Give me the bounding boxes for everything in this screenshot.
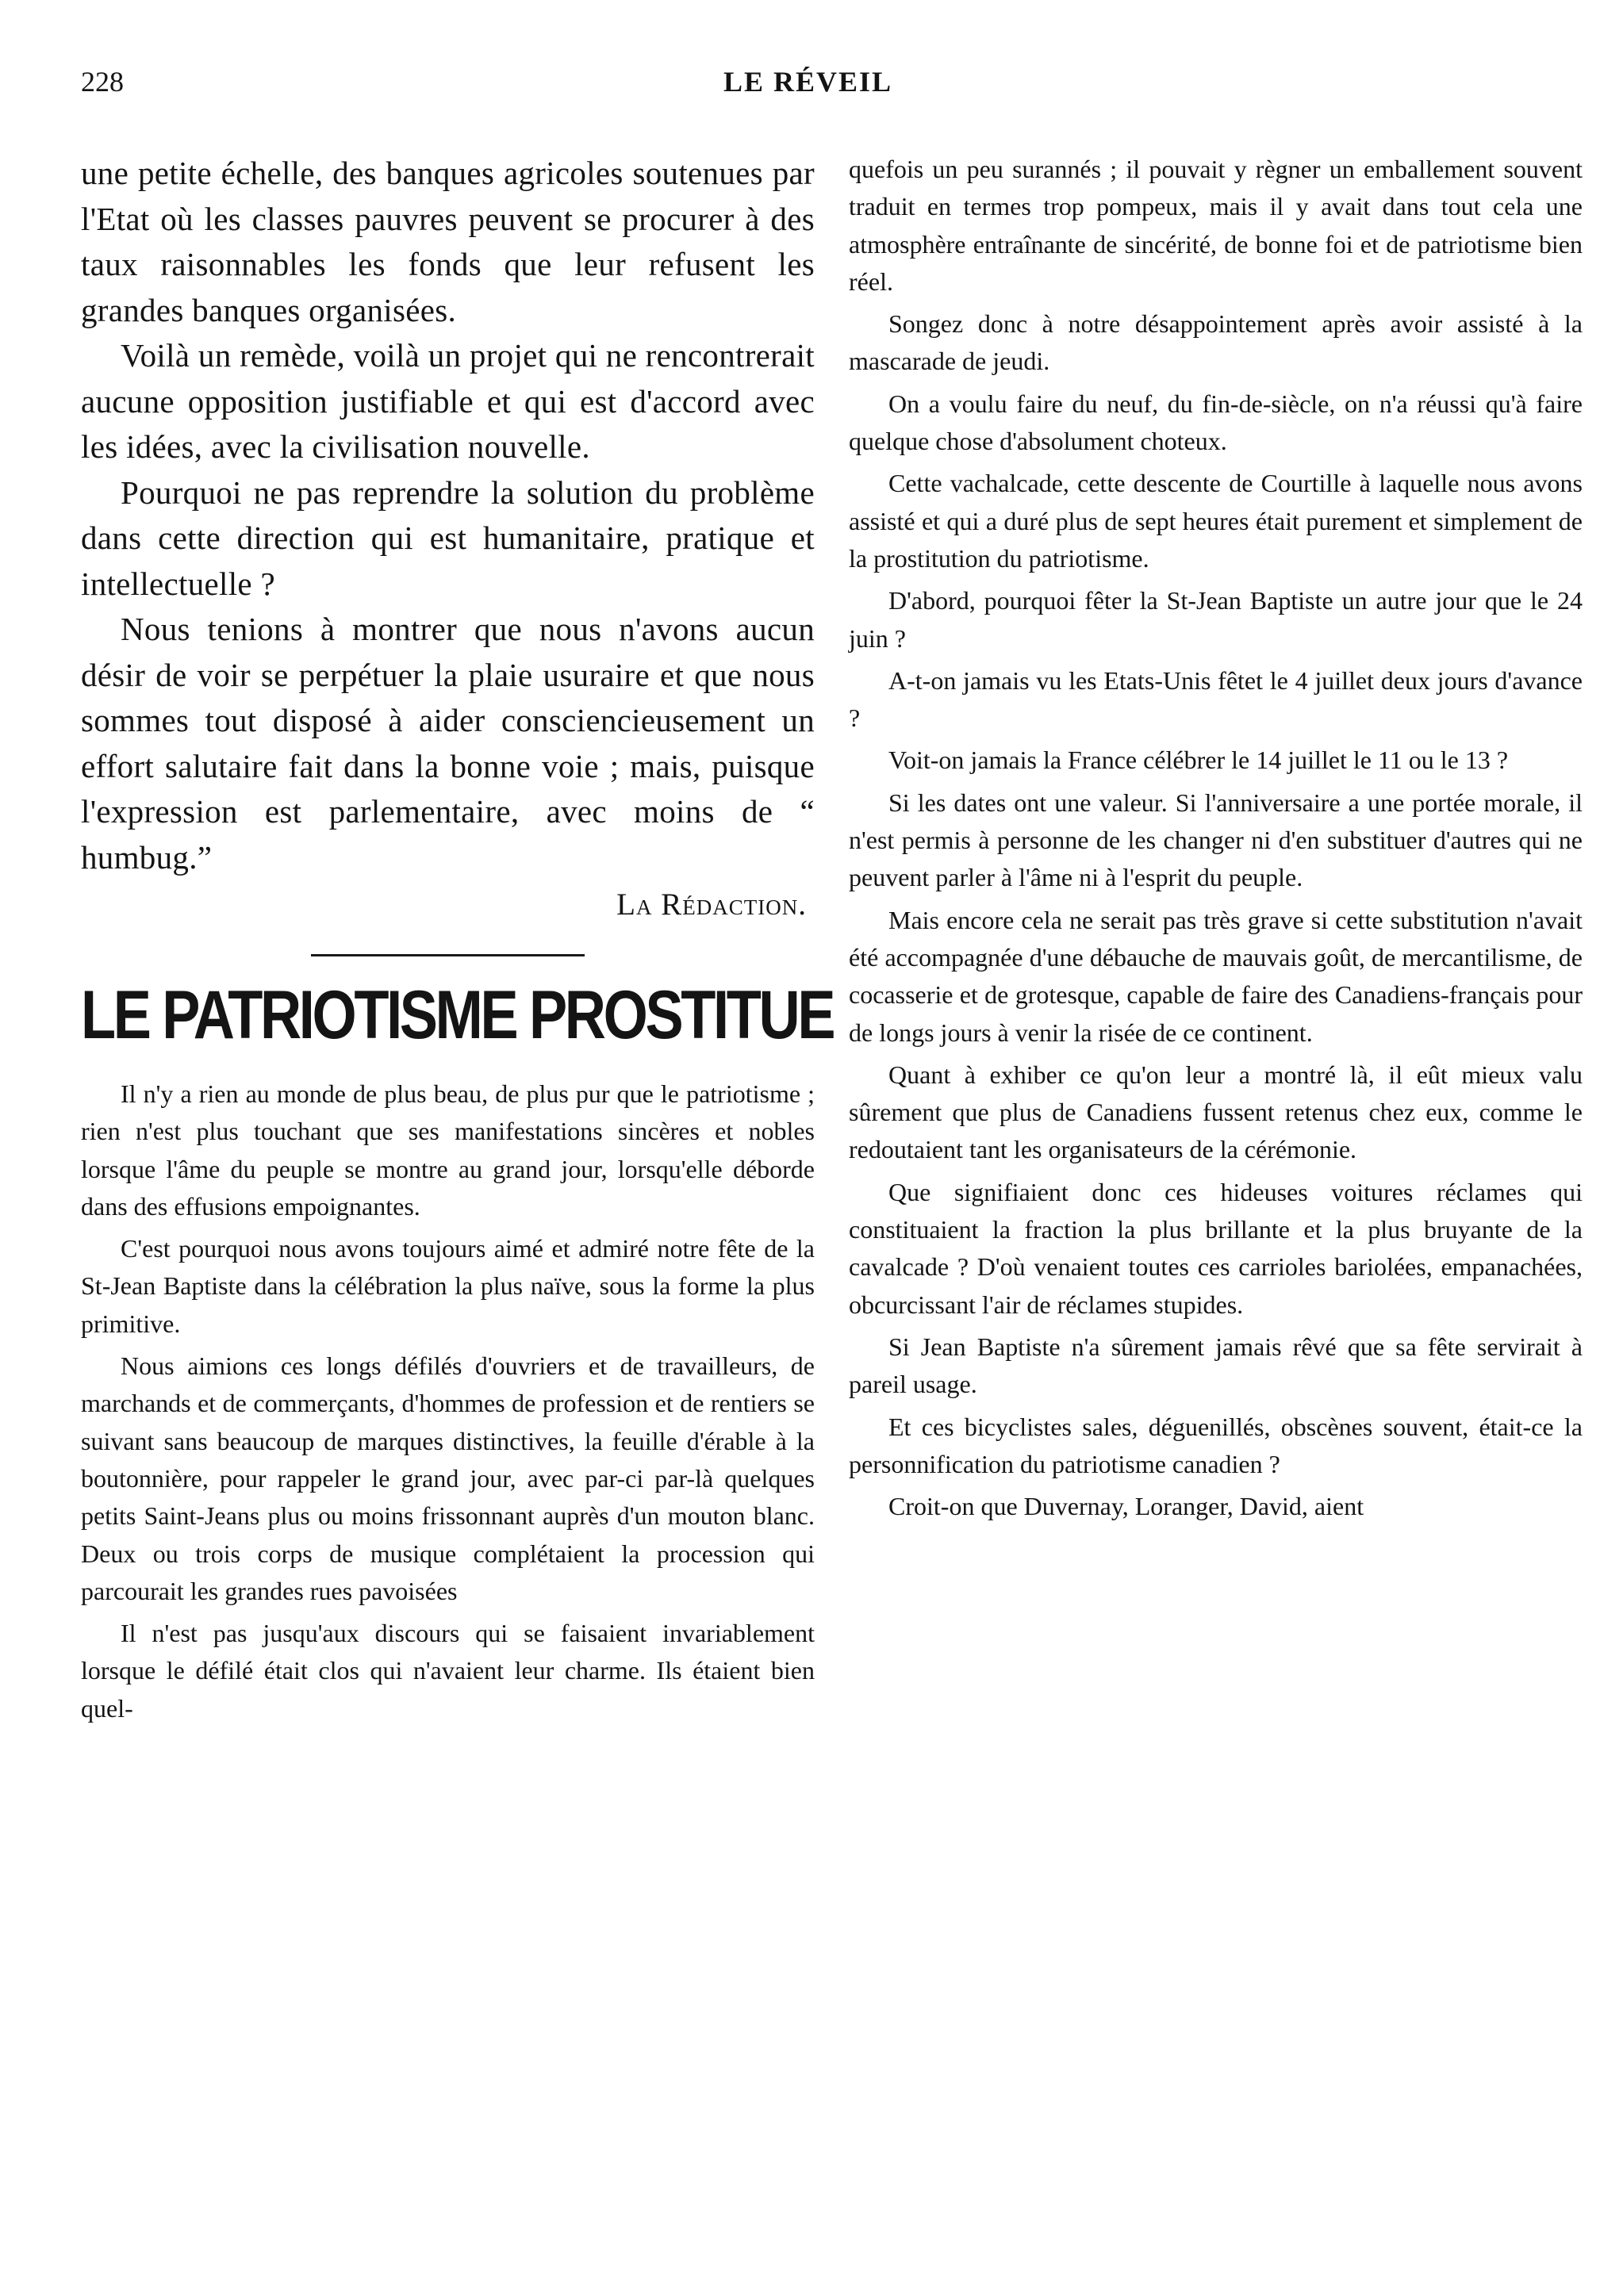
article-paragraph: Quant à exhiber ce qu'on leur a montré là, il eût mieux valu sûrement que plus de Canadiens fussent retenus chez eux, comme le redoutaient tant les organisateurs de la cérémonie. <box>849 1060 1583 1164</box>
article-paragraph: Nous aimions ces longs défilés d'ouvriers et de travailleurs, de marchands et de commerçants, d'hommes de profession et de rentiers se suivant sans beaucoup de marques distinctives, la feuille d'érable à la boutonnière, pour rappeler le grand jour, avec par-ci par-là quelques petits Saint-Jeans plus ou moins frissonnant auprès d'un mouton blanc. Deux ou trois corps de musique complétaient la procession qui parcourait les grandes rues pavoisées <box>81 1351 815 1605</box>
page-header <box>81 65 1588 113</box>
article-paragraph: Voit-on jamais la France célébrer le 14 juillet le 11 ou le 13 ? <box>888 746 1509 775</box>
article-paragraph: Croit-on que Duvernay, Loranger, David, aient <box>888 1492 1364 1521</box>
article-paragraph: Mais encore cela ne serait pas très grave si cette substitution n'avait été accompagnée d'une débauche de mauvais goût, de mercantilisme, de cocasserie et de grotesque, capable de faire des Canadiens-français pour de longs jours à venir la risée de ce continent. <box>849 905 1583 1047</box>
signature: La Rédaction. <box>616 887 807 922</box>
article-paragraph: On a voulu faire du neuf, du fin-de-siècle, on n'a réussi qu'à faire quelque chose d'absolument choteux. <box>849 389 1583 456</box>
article-paragraph: quefois un peu surannés ; il pouvait y règner un emballement souvent traduit en termes trop pompeux, mais il y avait dans tout cela une atmosphère entraînante de sincérité, de bonne foi et de patriotisme bien réel. <box>849 155 1583 296</box>
article-paragraph: Il n'est pas jusqu'aux discours qui se faisaient invariablement lorsque le défilé était clos qui n'avaient leur charme. Ils étaient bien quel- <box>81 1619 815 1723</box>
article-paragraph: Il n'y a rien au monde de plus beau, de plus pur que le patriotisme ; rien n'est plus touchant que ses manifestations sincères et nobles lorsque l'âme du peuple se montre au grand jour, lorsqu'elle déborde dans des effusions empoignantes. <box>81 1079 815 1221</box>
article-paragraph: Et ces bicyclistes sales, déguenillés, obscènes souvent, était-ce la personnification du patriotisme canadien ? <box>849 1412 1583 1478</box>
section-divider <box>311 954 585 956</box>
paragraph: Nous tenions à montrer que nous n'avons aucun désir de voir se perpétuer la plaie usuraire et que nous sommes tout disposé à aider consciencieusement un effort salutaire fait dans la bonne voie ; mais, puisque l'expression est parlementaire, avec moins de “ humbug.” <box>81 611 815 876</box>
paragraph: une petite échelle, des banques agricoles soutenues par l'Etat où les classes pauvres peuvent se procurer à des taux raisonnables les fonds que leur refusent les grandes banques organisées. <box>81 155 815 328</box>
article-paragraph: C'est pourquoi nous avons toujours aimé et admiré notre fête de la St-Jean Baptiste dans la célébration la plus naïve, sous la forme la plus primitive. <box>81 1234 815 1338</box>
article-paragraph: Cette vachalcade, cette descente de Courtille à laquelle nous avons assisté et qui a duré plus de sept heures était purement et simplement de la prostitution du patriotisme. <box>849 469 1583 573</box>
left-column <box>81 151 834 1732</box>
article-paragraph: Songez donc à notre désappointement après avoir assisté à la mascarade de jeudi. <box>849 309 1583 376</box>
article-paragraph: D'abord, pourquoi fêter la St-Jean Baptiste un autre jour que le 24 juin ? <box>849 586 1583 653</box>
article-paragraph: Que signifiaient donc ces hideuses voitures réclames qui constituaient la fraction la plus brillante et la plus bruyante de la cavalcade ? D'où venaient toutes ces carrioles bariolées, empanachées, obcurcissant l'air de réclames stupides. <box>849 1177 1583 1319</box>
article-paragraph: Si les dates ont une valeur. Si l'anniversaire a une portée morale, il n'est permis à personne de les changer ni d'en substituer d'autres qui ne peuvent parler à l'âme ni à l'esprit du peuple. <box>849 788 1583 892</box>
paragraph: Voilà un remède, voilà un projet qui ne rencontrerait aucune opposition justifiable et qui est d'accord avec les idées, avec la civilisation nouvelle. <box>81 337 815 465</box>
running-title: LE RÉVEIL <box>723 66 893 98</box>
article-paragraph: A-t-on jamais vu les Etats-Unis fêtet le 4 juillet deux jours d'avance ? <box>849 665 1583 733</box>
paragraph: Pourquoi ne pas reprendre la solution du problème dans cette direction qui est humanitaire, pratique et intellectuelle ? <box>81 473 815 602</box>
right-column <box>849 151 1583 1530</box>
article-title: LE PATRIOTISME PROSTITUE <box>81 977 834 1053</box>
article-paragraph: Si Jean Baptiste n'a sûrement jamais rêvé que sa fête servirait à pareil usage. <box>849 1332 1583 1399</box>
page-number: 228 <box>81 66 124 98</box>
